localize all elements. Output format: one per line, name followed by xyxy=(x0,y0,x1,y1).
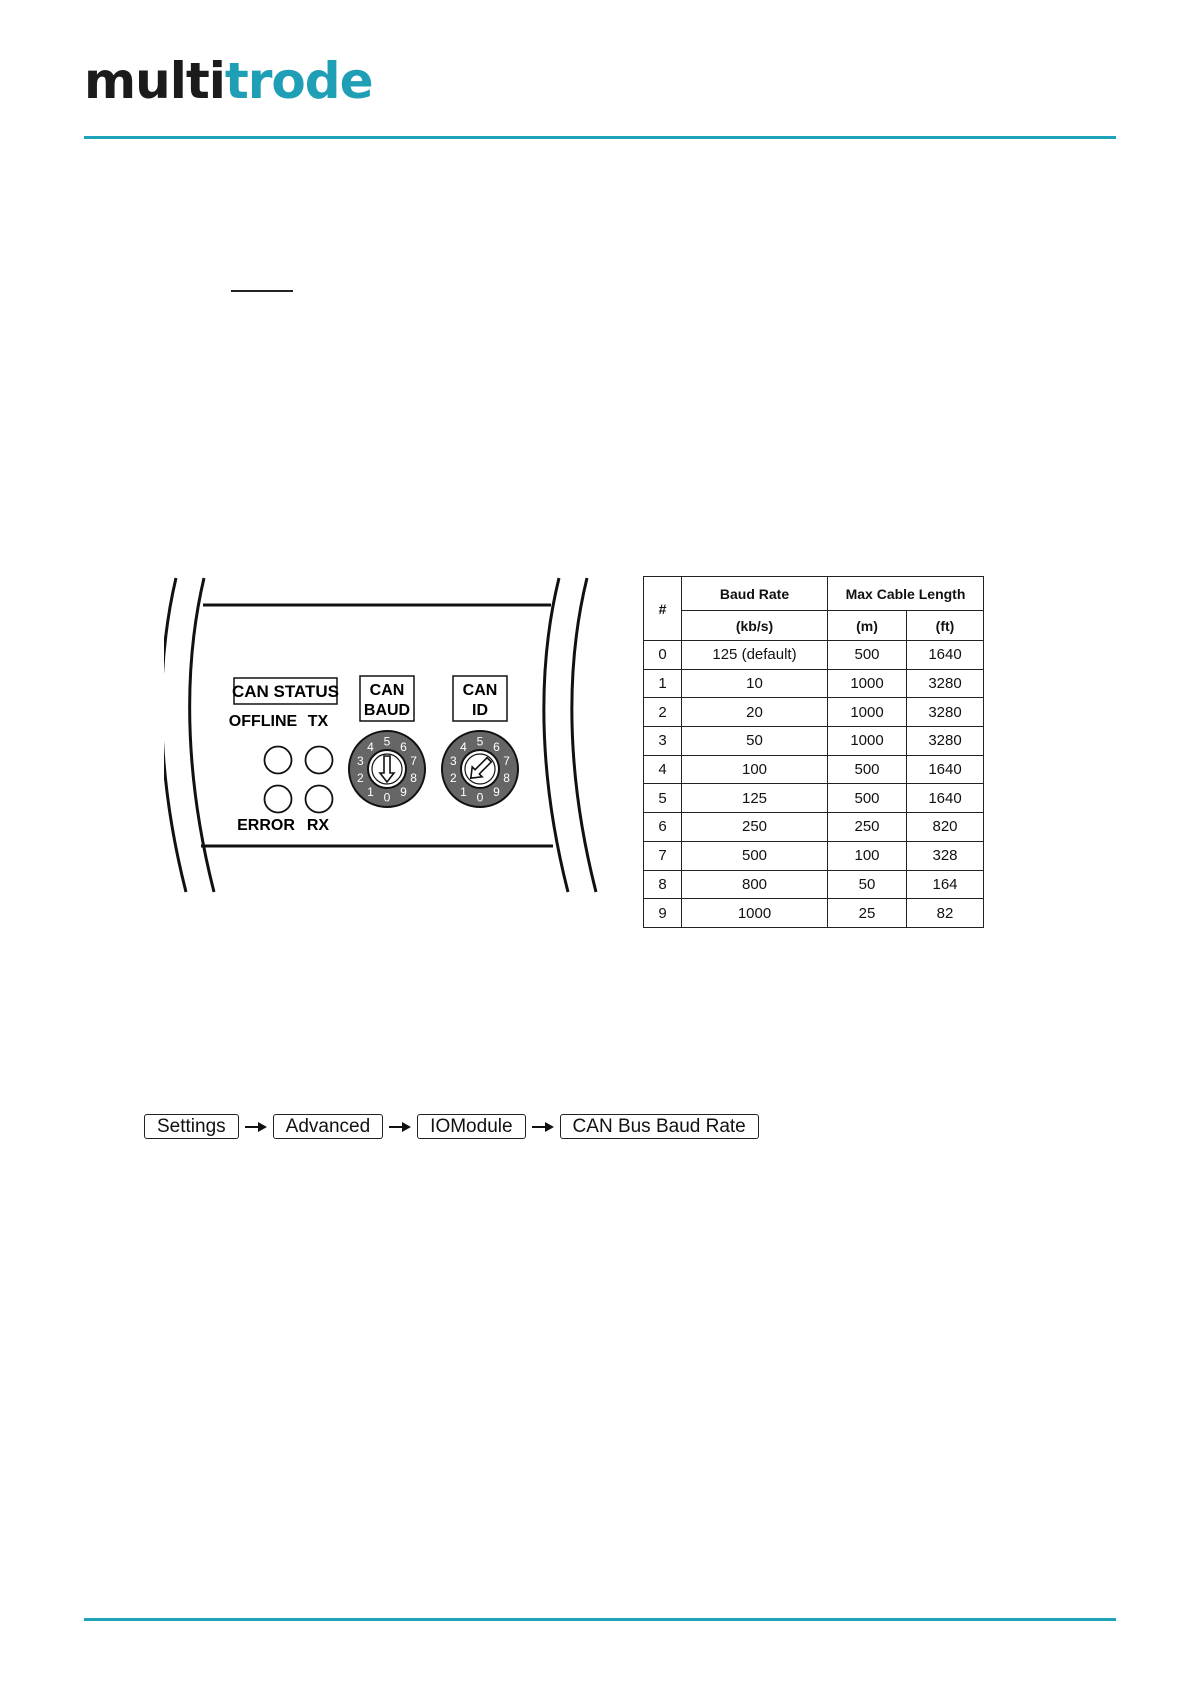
dial-digit: 6 xyxy=(400,739,407,754)
dial-digit: 3 xyxy=(357,753,364,768)
can-baud-rotary-switch[interactable] xyxy=(349,731,425,807)
row-length-ft: 3280 xyxy=(907,669,984,698)
row-length-ft: 3280 xyxy=(907,698,984,727)
row-length-ft: 164 xyxy=(907,870,984,899)
row-number: 0 xyxy=(644,641,682,670)
nav-iomodule: IOModule xyxy=(417,1114,525,1139)
error-led xyxy=(265,786,292,813)
footer-rule xyxy=(84,1618,1116,1621)
row-length-m: 100 xyxy=(828,841,907,870)
row-length-m: 500 xyxy=(828,755,907,784)
multitrode-logo xyxy=(84,52,373,110)
arrow-right-icon xyxy=(526,1115,560,1138)
table-row xyxy=(644,841,984,870)
table-row xyxy=(644,784,984,813)
table-row xyxy=(644,813,984,842)
can-baud-label-line1: CAN xyxy=(369,682,405,699)
row-number: 7 xyxy=(644,841,682,870)
row-length-m: 500 xyxy=(828,784,907,813)
nav-settings: Settings xyxy=(144,1114,239,1139)
can-baud-label-line2: BAUD xyxy=(363,702,411,719)
table-row xyxy=(644,698,984,727)
row-length-m: 500 xyxy=(828,641,907,670)
offline-led xyxy=(265,747,292,774)
row-length-m: 250 xyxy=(828,813,907,842)
menu-navigation-path xyxy=(144,1114,759,1139)
row-number: 6 xyxy=(644,813,682,842)
dial-digit: 8 xyxy=(503,771,510,786)
unit-ft: (ft) xyxy=(907,611,984,641)
nav-advanced: Advanced xyxy=(273,1114,384,1139)
table-row xyxy=(644,870,984,899)
table-row xyxy=(644,669,984,698)
dial-digit: 0 xyxy=(476,790,484,805)
error-label: ERROR xyxy=(237,817,295,834)
row-baud-rate: 20 xyxy=(682,698,828,727)
row-baud-rate: 125 (default) xyxy=(682,641,828,670)
row-length-ft: 3280 xyxy=(907,727,984,756)
row-baud-rate: 10 xyxy=(682,669,828,698)
row-number: 9 xyxy=(644,899,682,928)
row-length-ft: 328 xyxy=(907,841,984,870)
rx-led xyxy=(306,786,333,813)
unit-m: (m) xyxy=(828,611,907,641)
row-number: 1 xyxy=(644,669,682,698)
can-status-label: CAN STATUS xyxy=(231,682,340,701)
dial-digit: 5 xyxy=(476,734,484,749)
dial-digit: 2 xyxy=(450,771,457,786)
tx-label: TX xyxy=(307,713,329,730)
row-baud-rate: 50 xyxy=(682,727,828,756)
row-number: 8 xyxy=(644,870,682,899)
row-length-m: 1000 xyxy=(828,698,907,727)
dial-digit: 4 xyxy=(460,739,467,754)
rx-label: RX xyxy=(306,817,330,834)
row-length-ft: 1640 xyxy=(907,755,984,784)
dial-digit: 1 xyxy=(460,785,467,800)
col-header-baud-rate: Baud Rate xyxy=(682,577,828,611)
dial-digit: 5 xyxy=(383,734,391,749)
row-baud-rate: 500 xyxy=(682,841,828,870)
header-rule xyxy=(84,136,1116,139)
dial-digit: 1 xyxy=(367,785,374,800)
row-baud-rate: 250 xyxy=(682,813,828,842)
row-number: 5 xyxy=(644,784,682,813)
table-row xyxy=(644,755,984,784)
can-id-rotary-switch[interactable] xyxy=(442,731,518,807)
row-length-m: 1000 xyxy=(828,669,907,698)
underline-mark xyxy=(231,290,293,292)
row-length-m: 1000 xyxy=(828,727,907,756)
row-number: 3 xyxy=(644,727,682,756)
row-number: 2 xyxy=(644,698,682,727)
table-row xyxy=(644,899,984,928)
dial-digit: 7 xyxy=(503,753,510,768)
dial-digit: 9 xyxy=(493,785,500,800)
row-length-m: 50 xyxy=(828,870,907,899)
row-baud-rate: 800 xyxy=(682,870,828,899)
row-baud-rate: 125 xyxy=(682,784,828,813)
dial-digit: 4 xyxy=(367,739,374,754)
offline-label: OFFLINE xyxy=(228,713,298,730)
row-baud-rate: 100 xyxy=(682,755,828,784)
row-length-ft: 1640 xyxy=(907,784,984,813)
arrow-right-icon xyxy=(383,1115,417,1138)
can-module-diagram xyxy=(164,570,604,900)
arrow-right-icon xyxy=(239,1115,273,1138)
row-baud-rate: 1000 xyxy=(682,899,828,928)
dial-digit: 9 xyxy=(400,785,407,800)
table-row xyxy=(644,727,984,756)
row-number: 4 xyxy=(644,755,682,784)
col-header-number: # xyxy=(644,577,682,641)
row-length-ft: 1640 xyxy=(907,641,984,670)
baud-rate-table xyxy=(643,576,984,928)
logo-text-trode: trode xyxy=(224,52,373,110)
dial-digit: 7 xyxy=(410,753,417,768)
row-length-ft: 82 xyxy=(907,899,984,928)
tx-led xyxy=(306,747,333,774)
dial-digit: 8 xyxy=(410,771,417,786)
can-id-label-line1: CAN xyxy=(462,682,498,699)
nav-can-bus-baud-rate: CAN Bus Baud Rate xyxy=(560,1114,759,1139)
col-header-max-cable-length: Max Cable Length xyxy=(828,577,984,611)
unit-kbs: (kb/s) xyxy=(682,611,828,641)
logo-text-multi: multi xyxy=(84,52,225,110)
table-row xyxy=(644,641,984,670)
dial-digit: 6 xyxy=(493,739,500,754)
can-id-label-line2: ID xyxy=(472,702,488,719)
dial-digit: 0 xyxy=(383,790,391,805)
dial-digit: 2 xyxy=(357,771,364,786)
dial-digit: 3 xyxy=(450,753,457,768)
row-length-ft: 820 xyxy=(907,813,984,842)
row-length-m: 25 xyxy=(828,899,907,928)
